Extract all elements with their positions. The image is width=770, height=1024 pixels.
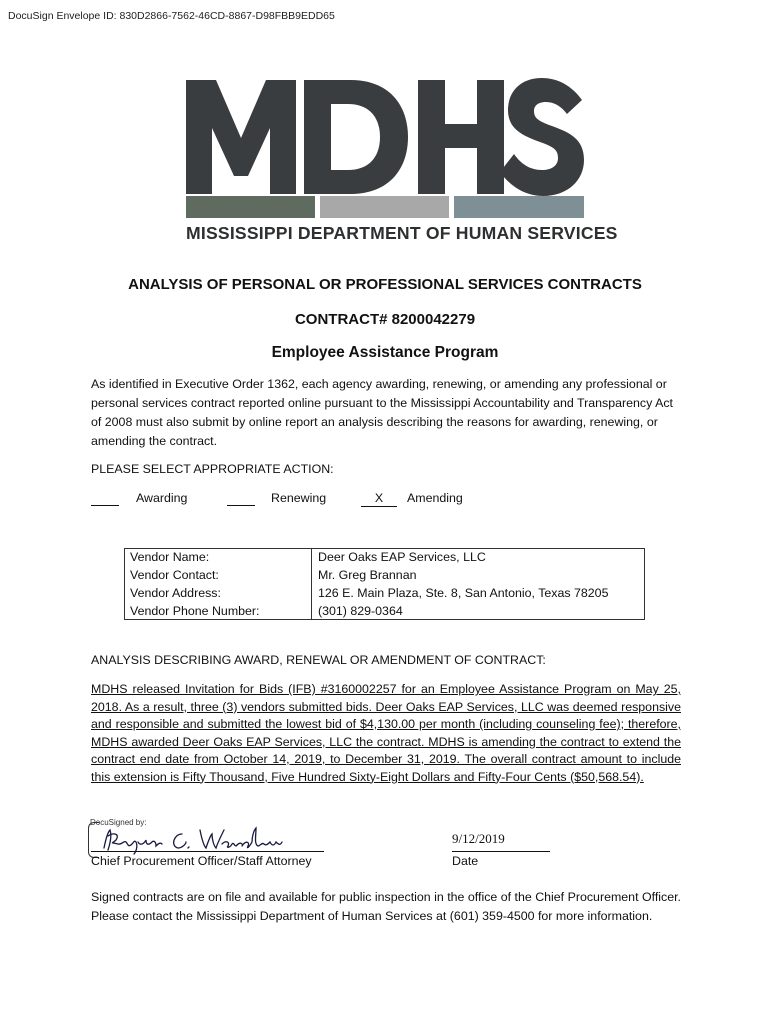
vendor-address-label: Vendor Address:: [124, 584, 312, 602]
vendor-phone-label: Vendor Phone Number:: [124, 602, 312, 620]
table-row: [124, 566, 646, 584]
mdhs-logo: [186, 78, 618, 248]
docusigned-label: DocuSigned by:: [90, 818, 147, 827]
contract-number: CONTRACT# 8200042279: [294, 311, 476, 328]
renewing-label: Renewing: [271, 491, 327, 505]
footer-paragraph: Signed contracts are on file and available for public inspection in the office of the Chief Procurement Officer. Please contact the Mississippi Department of Human Services at (601) 359-4500 for more information.: [91, 890, 681, 923]
vendor-name-value: Deer Oaks EAP Services, LLC: [318, 550, 486, 564]
vendor-contact-value: Mr. Greg Brannan: [318, 568, 417, 582]
table-row: [124, 584, 646, 602]
analysis-paragraph: MDHS released Invitation for Bids (IFB) #3160002257 for an Employee Assistance Program on May 25, 2018. As a result, three (3) vendors submitted bids. Deer Oaks EAP Services, LLC was deemed responsive and responsible and submitted the lowest bid of $4,130.00 per month (including counseling fee); therefore, MDHS awarded Deer Oaks EAP Services, LLC the contract. MDHS is amending the contract to extend the contract end date from October 14, 2019, to December 31, 2019. The overall contract amount to include this extension is Fifty Thousand, Five Hundred Sixty-Eight Dollars and Fifty-Four Cents ($50,568.54).: [91, 682, 681, 784]
docusign-envelope-id: DocuSign Envelope ID: 830D2866-7562-46CD-8867-D98FBB9EDD65: [8, 10, 335, 22]
date-line: [452, 851, 550, 852]
program-name: Employee Assistance Program: [271, 344, 499, 361]
vendor-address-value: 126 E. Main Plaza, Ste. 8, San Antonio, Texas 78205: [318, 586, 609, 600]
renewing-blank: [227, 491, 255, 509]
signature-date: 9/12/2019: [452, 831, 505, 846]
logo-subtitle: MISSISSIPPI DEPARTMENT OF HUMAN SERVICES: [186, 223, 618, 243]
docusign-bracket: [88, 822, 99, 858]
intro-paragraph: As identified in Executive Order 1362, each agency awarding, renewing, or amending any professional or personal services contract reported online pursuant to the Mississippi Accountability and Transparency Act of 2008 must also submit by online report an analysis describing the reasons for awarding, renewing, or amending the contract.: [91, 377, 673, 448]
table-row: [124, 602, 646, 620]
amending-mark: X: [361, 491, 397, 507]
document-title: ANALYSIS OF PERSONAL OR PROFESSIONAL SERVICES CONTRACTS: [128, 276, 642, 293]
logo-bar-gray: [320, 196, 449, 218]
mdhs-logo-letters: [186, 78, 584, 196]
vendor-name-label: Vendor Name:: [124, 548, 312, 566]
table-row: [124, 548, 646, 566]
signature-line: [91, 851, 324, 852]
vendor-phone-value: (301) 829-0364: [318, 604, 403, 618]
amending-label: Amending: [407, 491, 463, 505]
awarding-blank: [91, 491, 119, 509]
date-label: Date: [452, 854, 479, 868]
logo-bar-blue: [454, 196, 584, 218]
logo-color-bars: [186, 196, 584, 218]
signer-title: Chief Procurement Officer/Staff Attorney: [91, 854, 312, 868]
vendor-contact-label: Vendor Contact:: [124, 566, 312, 584]
logo-bar-green: [186, 196, 315, 218]
vendor-table: [124, 548, 646, 620]
awarding-label: Awarding: [136, 491, 188, 505]
select-action-label: PLEASE SELECT APPROPRIATE ACTION:: [91, 462, 334, 476]
analysis-label: ANALYSIS DESCRIBING AWARD, RENEWAL OR AMENDMENT OF CONTRACT:: [91, 653, 546, 667]
